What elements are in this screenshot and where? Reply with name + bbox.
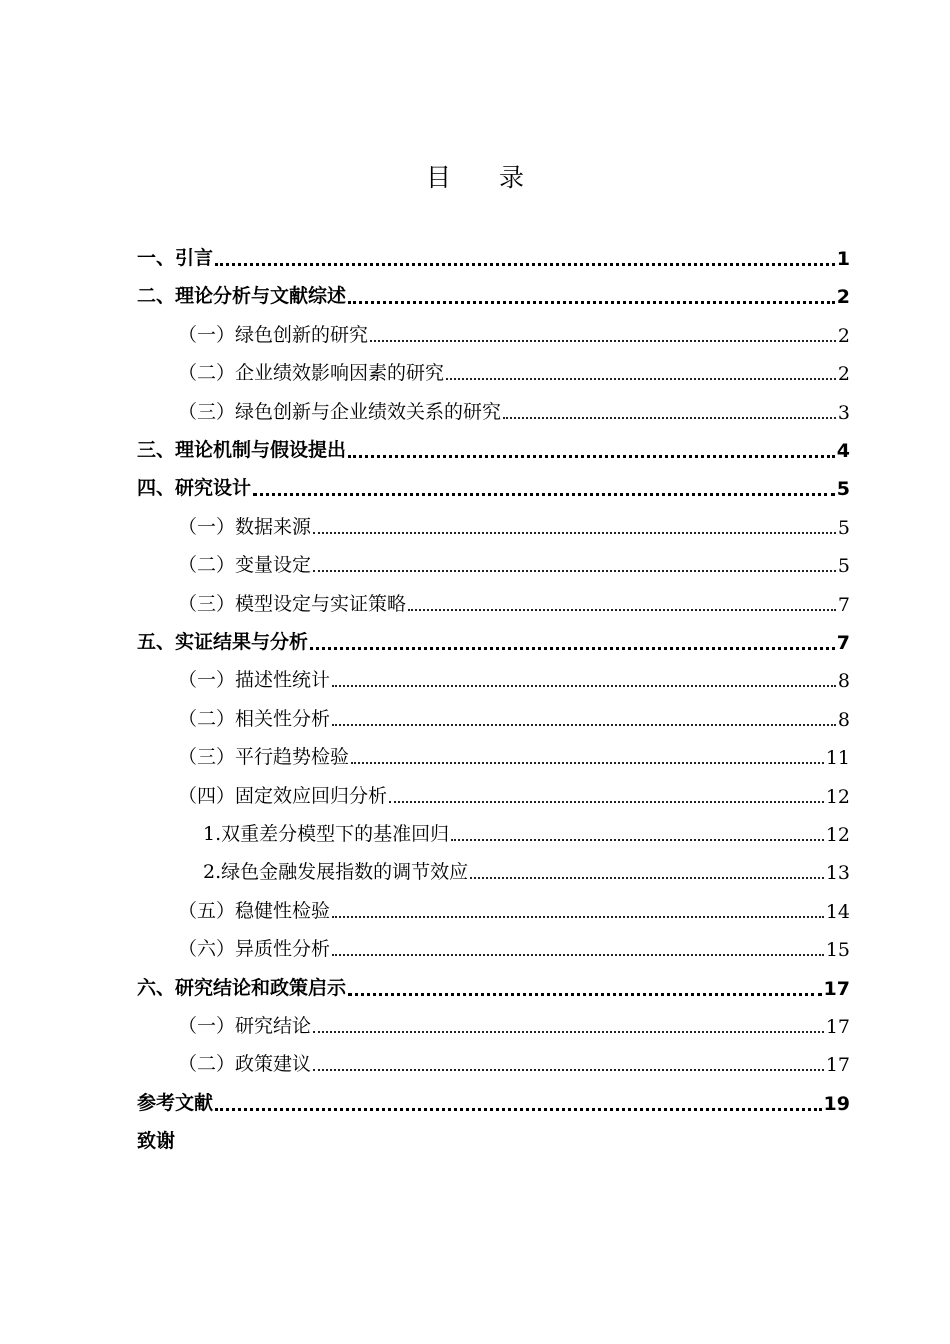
toc-entry-page: 17 <box>825 1016 850 1038</box>
toc-dot-leader <box>332 724 836 726</box>
toc-entry[interactable] <box>0 808 950 846</box>
toc-entry-label: （二）政策建议 <box>178 1053 312 1076</box>
toc-entry-page: 15 <box>825 939 850 962</box>
toc-entry-page: 8 <box>837 670 850 693</box>
toc-entry[interactable] <box>0 885 950 923</box>
toc-entry[interactable] <box>0 693 950 731</box>
toc-entry-page: 8 <box>837 708 850 731</box>
toc-entry-label: （一）数据来源 <box>178 515 312 538</box>
toc-entry[interactable] <box>0 1115 950 1153</box>
toc-entry-label: （二）相关性分析 <box>178 707 331 730</box>
toc-dot-leader <box>310 647 835 650</box>
toc-dot-leader <box>313 1069 824 1071</box>
toc-dot-leader <box>253 493 835 496</box>
toc-entry-page: 11 <box>825 747 850 770</box>
toc-dot-leader <box>348 455 835 458</box>
toc-entry[interactable] <box>0 501 950 539</box>
toc-entry[interactable] <box>0 923 950 961</box>
toc-entry-label: （三）模型设定与实证策略 <box>178 592 407 615</box>
toc-entry-label: （三）平行趋势检验 <box>178 746 350 769</box>
toc-dot-leader <box>446 378 836 380</box>
toc-dot-leader <box>313 1031 824 1033</box>
toc-entry-label: （四）固定效应回归分析 <box>178 784 388 807</box>
toc-entry[interactable] <box>0 616 950 654</box>
toc-entry-label: （五）稳健性检验 <box>178 899 331 922</box>
toc-entry[interactable] <box>0 846 950 884</box>
toc-entry-page: 4 <box>836 440 850 462</box>
toc-entry-page: 2 <box>837 324 850 347</box>
toc-entry-page: 7 <box>837 593 850 616</box>
toc-dot-leader <box>348 301 835 304</box>
toc-entry[interactable] <box>0 770 950 808</box>
toc-entry-page: 12 <box>825 824 850 846</box>
toc-entry-page: 14 <box>825 900 850 923</box>
toc-entry-label: （一）绿色创新的研究 <box>178 323 369 346</box>
toc-entry-page: 19 <box>823 1092 850 1115</box>
toc-dot-leader <box>451 839 824 841</box>
toc-dot-leader <box>351 762 824 764</box>
toc-title <box>0 156 950 196</box>
toc-entry[interactable] <box>0 1038 950 1076</box>
toc-entry-label: （二）变量设定 <box>178 554 312 577</box>
toc-entry-page: 5 <box>837 516 850 539</box>
toc-dot-leader <box>215 1108 822 1111</box>
toc-entry-label: （二）企业绩效影响因素的研究 <box>178 362 445 385</box>
toc-entry-page: 2 <box>836 286 850 309</box>
toc-entry[interactable] <box>0 1000 950 1038</box>
toc-entry[interactable] <box>0 578 950 616</box>
toc-dot-leader <box>389 801 824 803</box>
toc-dot-leader <box>332 954 824 956</box>
toc-entry-label: 2.绿色金融发展指数的调节效应 <box>203 861 469 884</box>
toc-entry[interactable] <box>0 539 950 577</box>
toc-dot-leader <box>370 340 836 342</box>
toc-entry-label: 二、理论分析与文献综述 <box>137 285 347 308</box>
toc-dot-leader <box>470 877 824 879</box>
toc-entry-page: 5 <box>836 478 850 501</box>
toc-entry[interactable] <box>0 462 950 500</box>
toc-entry[interactable] <box>0 232 950 270</box>
toc-entry-page: 12 <box>825 785 850 808</box>
toc-entry-page: 2 <box>837 363 850 386</box>
toc-entry-page: 1 <box>836 248 850 270</box>
toc-entry[interactable] <box>0 270 950 308</box>
toc-entry[interactable] <box>0 731 950 769</box>
toc-entry-label: 三、理论机制与假设提出 <box>137 439 347 461</box>
toc-entry-label: （一）描述性统计 <box>178 669 331 692</box>
toc-entry-page: 13 <box>825 862 850 885</box>
toc-dot-leader <box>332 916 824 918</box>
toc-entry[interactable] <box>0 347 950 385</box>
toc-dot-leader <box>332 685 836 687</box>
toc-dot-leader <box>313 532 836 534</box>
toc-entry[interactable] <box>0 962 950 1000</box>
toc-entry-label: （一）研究结论 <box>178 1015 312 1037</box>
toc-entry-label: 致谢 <box>137 1130 176 1153</box>
toc-entry-page: 17 <box>823 977 850 1000</box>
toc-entry-page: 3 <box>837 401 850 424</box>
toc-entry-label: 1.双重差分模型下的基准回归 <box>203 823 450 845</box>
toc-entry-label: （三）绿色创新与企业绩效关系的研究 <box>178 400 502 423</box>
toc-entry-label: 参考文献 <box>137 1091 214 1114</box>
toc-title-char-2: 录 <box>499 163 525 192</box>
toc-entry-label: 六、研究结论和政策启示 <box>137 976 347 999</box>
toc-entry[interactable] <box>0 386 950 424</box>
toc-dot-leader <box>215 263 835 266</box>
toc-entry-label: 四、研究设计 <box>137 477 252 500</box>
toc-entry-page: 5 <box>837 555 850 578</box>
toc-dot-leader <box>313 570 836 572</box>
toc-title-char-1: 目 <box>425 163 451 192</box>
toc-entry-page: 7 <box>836 632 850 654</box>
toc-entry-label: （六）异质性分析 <box>178 938 331 961</box>
toc-dot-leader <box>348 993 822 996</box>
toc-dot-leader <box>503 417 836 419</box>
toc-dot-leader <box>408 609 836 611</box>
toc-entry-page: 17 <box>825 1054 850 1077</box>
toc-entry[interactable] <box>0 309 950 347</box>
toc-entry[interactable] <box>0 654 950 692</box>
toc-entry-label: 一、引言 <box>137 247 214 269</box>
toc-entry-label: 五、实证结果与分析 <box>137 631 309 653</box>
toc-entry[interactable] <box>0 1077 950 1115</box>
toc-entry[interactable] <box>0 424 950 462</box>
